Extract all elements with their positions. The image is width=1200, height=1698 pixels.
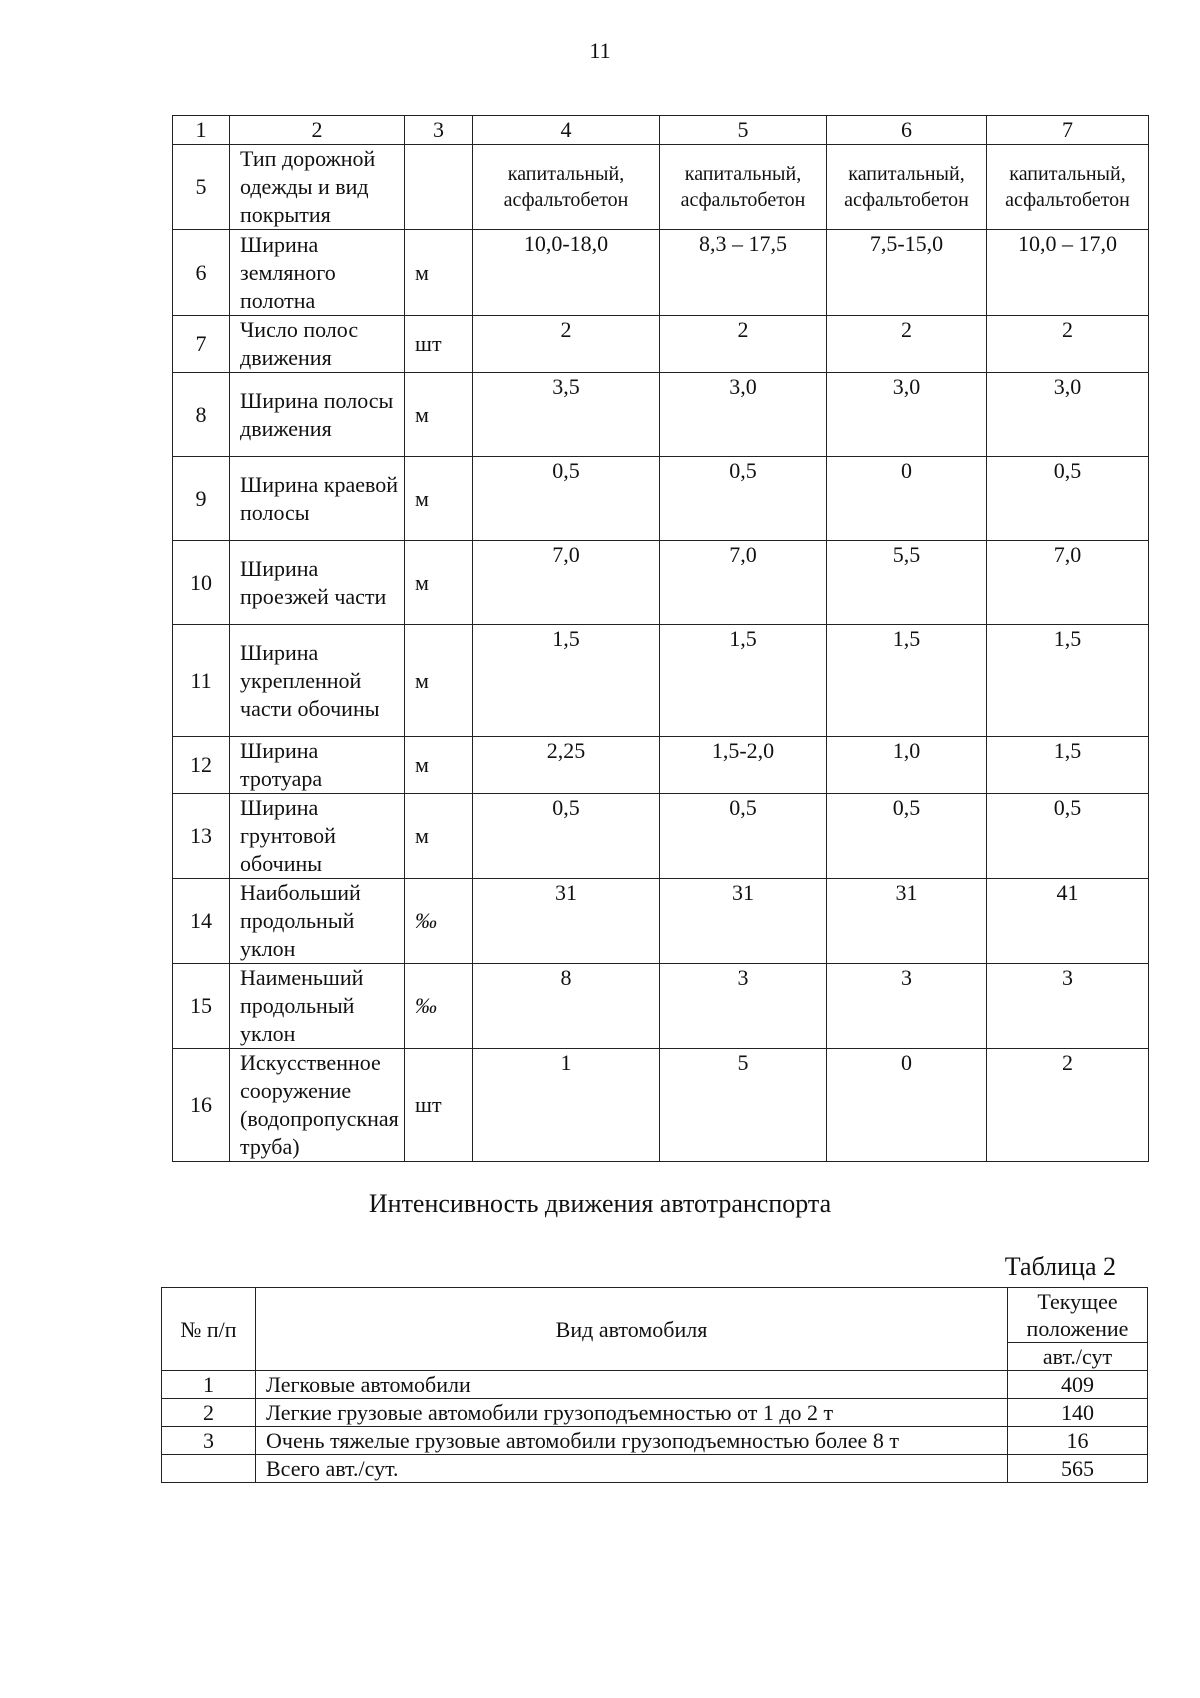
table-row (173, 316, 1149, 373)
parameter-value: 2 (987, 316, 1149, 373)
parameter-name: Число полос движения (230, 316, 405, 373)
parameter-value: 0,5 (987, 794, 1149, 879)
parameter-value: 1 (473, 1049, 660, 1162)
parameter-name: Наибольший продольный уклон (230, 879, 405, 964)
row-number: 8 (173, 373, 230, 457)
table-row (173, 964, 1149, 1049)
parameter-value: 7,0 (473, 541, 660, 625)
parameter-unit: м (405, 230, 473, 316)
parameter-unit: м (405, 737, 473, 794)
vehicles-per-day: 16 (1008, 1427, 1148, 1455)
parameter-value: 2 (987, 1049, 1149, 1162)
parameter-unit (405, 145, 473, 230)
parameter-value: 1,0 (827, 737, 987, 794)
parameter-value: 1,5-2,0 (660, 737, 827, 794)
parameter-value: 3 (660, 964, 827, 1049)
vehicle-type: Легкие грузовые автомобили грузоподъемностью от 1 до 2 т (256, 1399, 1008, 1427)
parameter-value: 3,5 (473, 373, 660, 457)
parameter-unit: шт (405, 316, 473, 373)
parameter-value: 31 (660, 879, 827, 964)
parameter-value: 3 (987, 964, 1149, 1049)
table-row (173, 541, 1149, 625)
parameter-unit: м (405, 541, 473, 625)
row-number: 3 (162, 1427, 256, 1455)
parameter-name: Ширина тротуара (230, 737, 405, 794)
parameter-value: 3,0 (827, 373, 987, 457)
parameter-unit: м (405, 625, 473, 737)
column-number: 3 (405, 116, 473, 145)
row-number (162, 1455, 256, 1483)
parameter-value: 7,0 (660, 541, 827, 625)
parameter-unit: м (405, 457, 473, 541)
parameter-value: 10,0-18,0 (473, 230, 660, 316)
table-header-row (173, 116, 1149, 145)
table-row (173, 145, 1149, 230)
parameter-value: 2 (660, 316, 827, 373)
row-number: 1 (162, 1371, 256, 1399)
column-number: 2 (230, 116, 405, 145)
parameter-value: 31 (473, 879, 660, 964)
table-row (173, 373, 1149, 457)
column-number: 7 (987, 116, 1149, 145)
parameter-value: 3 (827, 964, 987, 1049)
row-number: 5 (173, 145, 230, 230)
parameter-value: 1,5 (987, 625, 1149, 737)
row-number: 9 (173, 457, 230, 541)
parameter-value: 0,5 (827, 794, 987, 879)
table-caption: Таблица 2 (1004, 1252, 1116, 1281)
table-row (162, 1427, 1148, 1455)
row-number: 11 (173, 625, 230, 737)
parameter-value: 0,5 (473, 794, 660, 879)
column-number: 4 (473, 116, 660, 145)
vehicles-per-day: 409 (1008, 1371, 1148, 1399)
parameter-value: 8 (473, 964, 660, 1049)
parameter-name: Искусственное сооружение (водопропускная труба) (230, 1049, 405, 1162)
vehicle-type: Всего авт./сут. (256, 1455, 1008, 1483)
column-number: 6 (827, 116, 987, 145)
parameter-value: капитальный, асфальтобетон (827, 145, 987, 230)
vehicles-per-day: 565 (1008, 1455, 1148, 1483)
row-number: 14 (173, 879, 230, 964)
parameter-value: 2 (473, 316, 660, 373)
table-row (173, 794, 1149, 879)
section-title: Интенсивность движения автотранспорта (368, 1189, 832, 1218)
parameter-name: Ширина полосы движения (230, 373, 405, 457)
parameter-name: Ширина грунтовой обочины (230, 794, 405, 879)
parameter-unit: ‰ (405, 879, 473, 964)
table-row (162, 1371, 1148, 1399)
parameter-unit: шт (405, 1049, 473, 1162)
parameter-value: 0,5 (660, 794, 827, 879)
parameter-value: 7,0 (987, 541, 1149, 625)
parameter-value: 8,3 – 17,5 (660, 230, 827, 316)
header-vehicle-type: Вид автомобиля (256, 1288, 1008, 1371)
parameter-value: 0,5 (987, 457, 1149, 541)
vehicles-per-day: 140 (1008, 1399, 1148, 1427)
page-number: 11 (589, 38, 611, 63)
table-row (162, 1399, 1148, 1427)
road-parameters-table (172, 115, 1149, 1162)
parameter-unit: м (405, 794, 473, 879)
parameter-name: Наименьший продольный уклон (230, 964, 405, 1049)
row-number: 16 (173, 1049, 230, 1162)
parameter-unit: м (405, 373, 473, 457)
parameter-name: Ширина земляного полотна (230, 230, 405, 316)
parameter-value: 2 (827, 316, 987, 373)
parameter-value: 1,5 (827, 625, 987, 737)
vehicle-type: Очень тяжелые грузовые автомобили грузоподъемностью более 8 т (256, 1427, 1008, 1455)
parameter-value: 3,0 (987, 373, 1149, 457)
parameter-value: 0 (827, 457, 987, 541)
parameter-value: 10,0 – 17,0 (987, 230, 1149, 316)
table-row (173, 879, 1149, 964)
table-header-row (162, 1288, 1148, 1343)
row-number: 13 (173, 794, 230, 879)
parameter-value: 2,25 (473, 737, 660, 794)
header-unit: авт./сут (1008, 1343, 1148, 1371)
table-row (173, 1049, 1149, 1162)
parameter-value: 31 (827, 879, 987, 964)
parameter-value: 3,0 (660, 373, 827, 457)
parameter-unit: ‰ (405, 964, 473, 1049)
parameter-name: Ширина укрепленной части обочины (230, 625, 405, 737)
parameter-name: Ширина краевой полосы (230, 457, 405, 541)
parameter-value: 5,5 (827, 541, 987, 625)
parameter-name: Тип дорожной одежды и вид покрытия (230, 145, 405, 230)
header-current-state: Текущее положение (1008, 1288, 1148, 1343)
parameter-value: капитальный, асфальтобетон (660, 145, 827, 230)
column-number: 1 (173, 116, 230, 145)
parameter-value: 0,5 (660, 457, 827, 541)
table-row (173, 625, 1149, 737)
row-number: 7 (173, 316, 230, 373)
parameter-value: 1,5 (987, 737, 1149, 794)
column-number: 5 (660, 116, 827, 145)
parameter-value: 1,5 (660, 625, 827, 737)
parameter-value: 7,5-15,0 (827, 230, 987, 316)
row-number: 10 (173, 541, 230, 625)
parameter-value: 1,5 (473, 625, 660, 737)
table-row (173, 230, 1149, 316)
traffic-intensity-table (161, 1287, 1148, 1483)
parameter-name: Ширина проезжей части (230, 541, 405, 625)
table-row (173, 457, 1149, 541)
row-number: 6 (173, 230, 230, 316)
vehicle-type: Легковые автомобили (256, 1371, 1008, 1399)
table-row (173, 737, 1149, 794)
parameter-value: 0 (827, 1049, 987, 1162)
parameter-value: капитальный, асфальтобетон (473, 145, 660, 230)
parameter-value: 41 (987, 879, 1149, 964)
table-row (162, 1455, 1148, 1483)
row-number: 12 (173, 737, 230, 794)
parameter-value: 0,5 (473, 457, 660, 541)
row-number: 2 (162, 1399, 256, 1427)
parameter-value: 5 (660, 1049, 827, 1162)
row-number: 15 (173, 964, 230, 1049)
header-row-number: № п/п (162, 1288, 256, 1371)
parameter-value: капитальный, асфальтобетон (987, 145, 1149, 230)
